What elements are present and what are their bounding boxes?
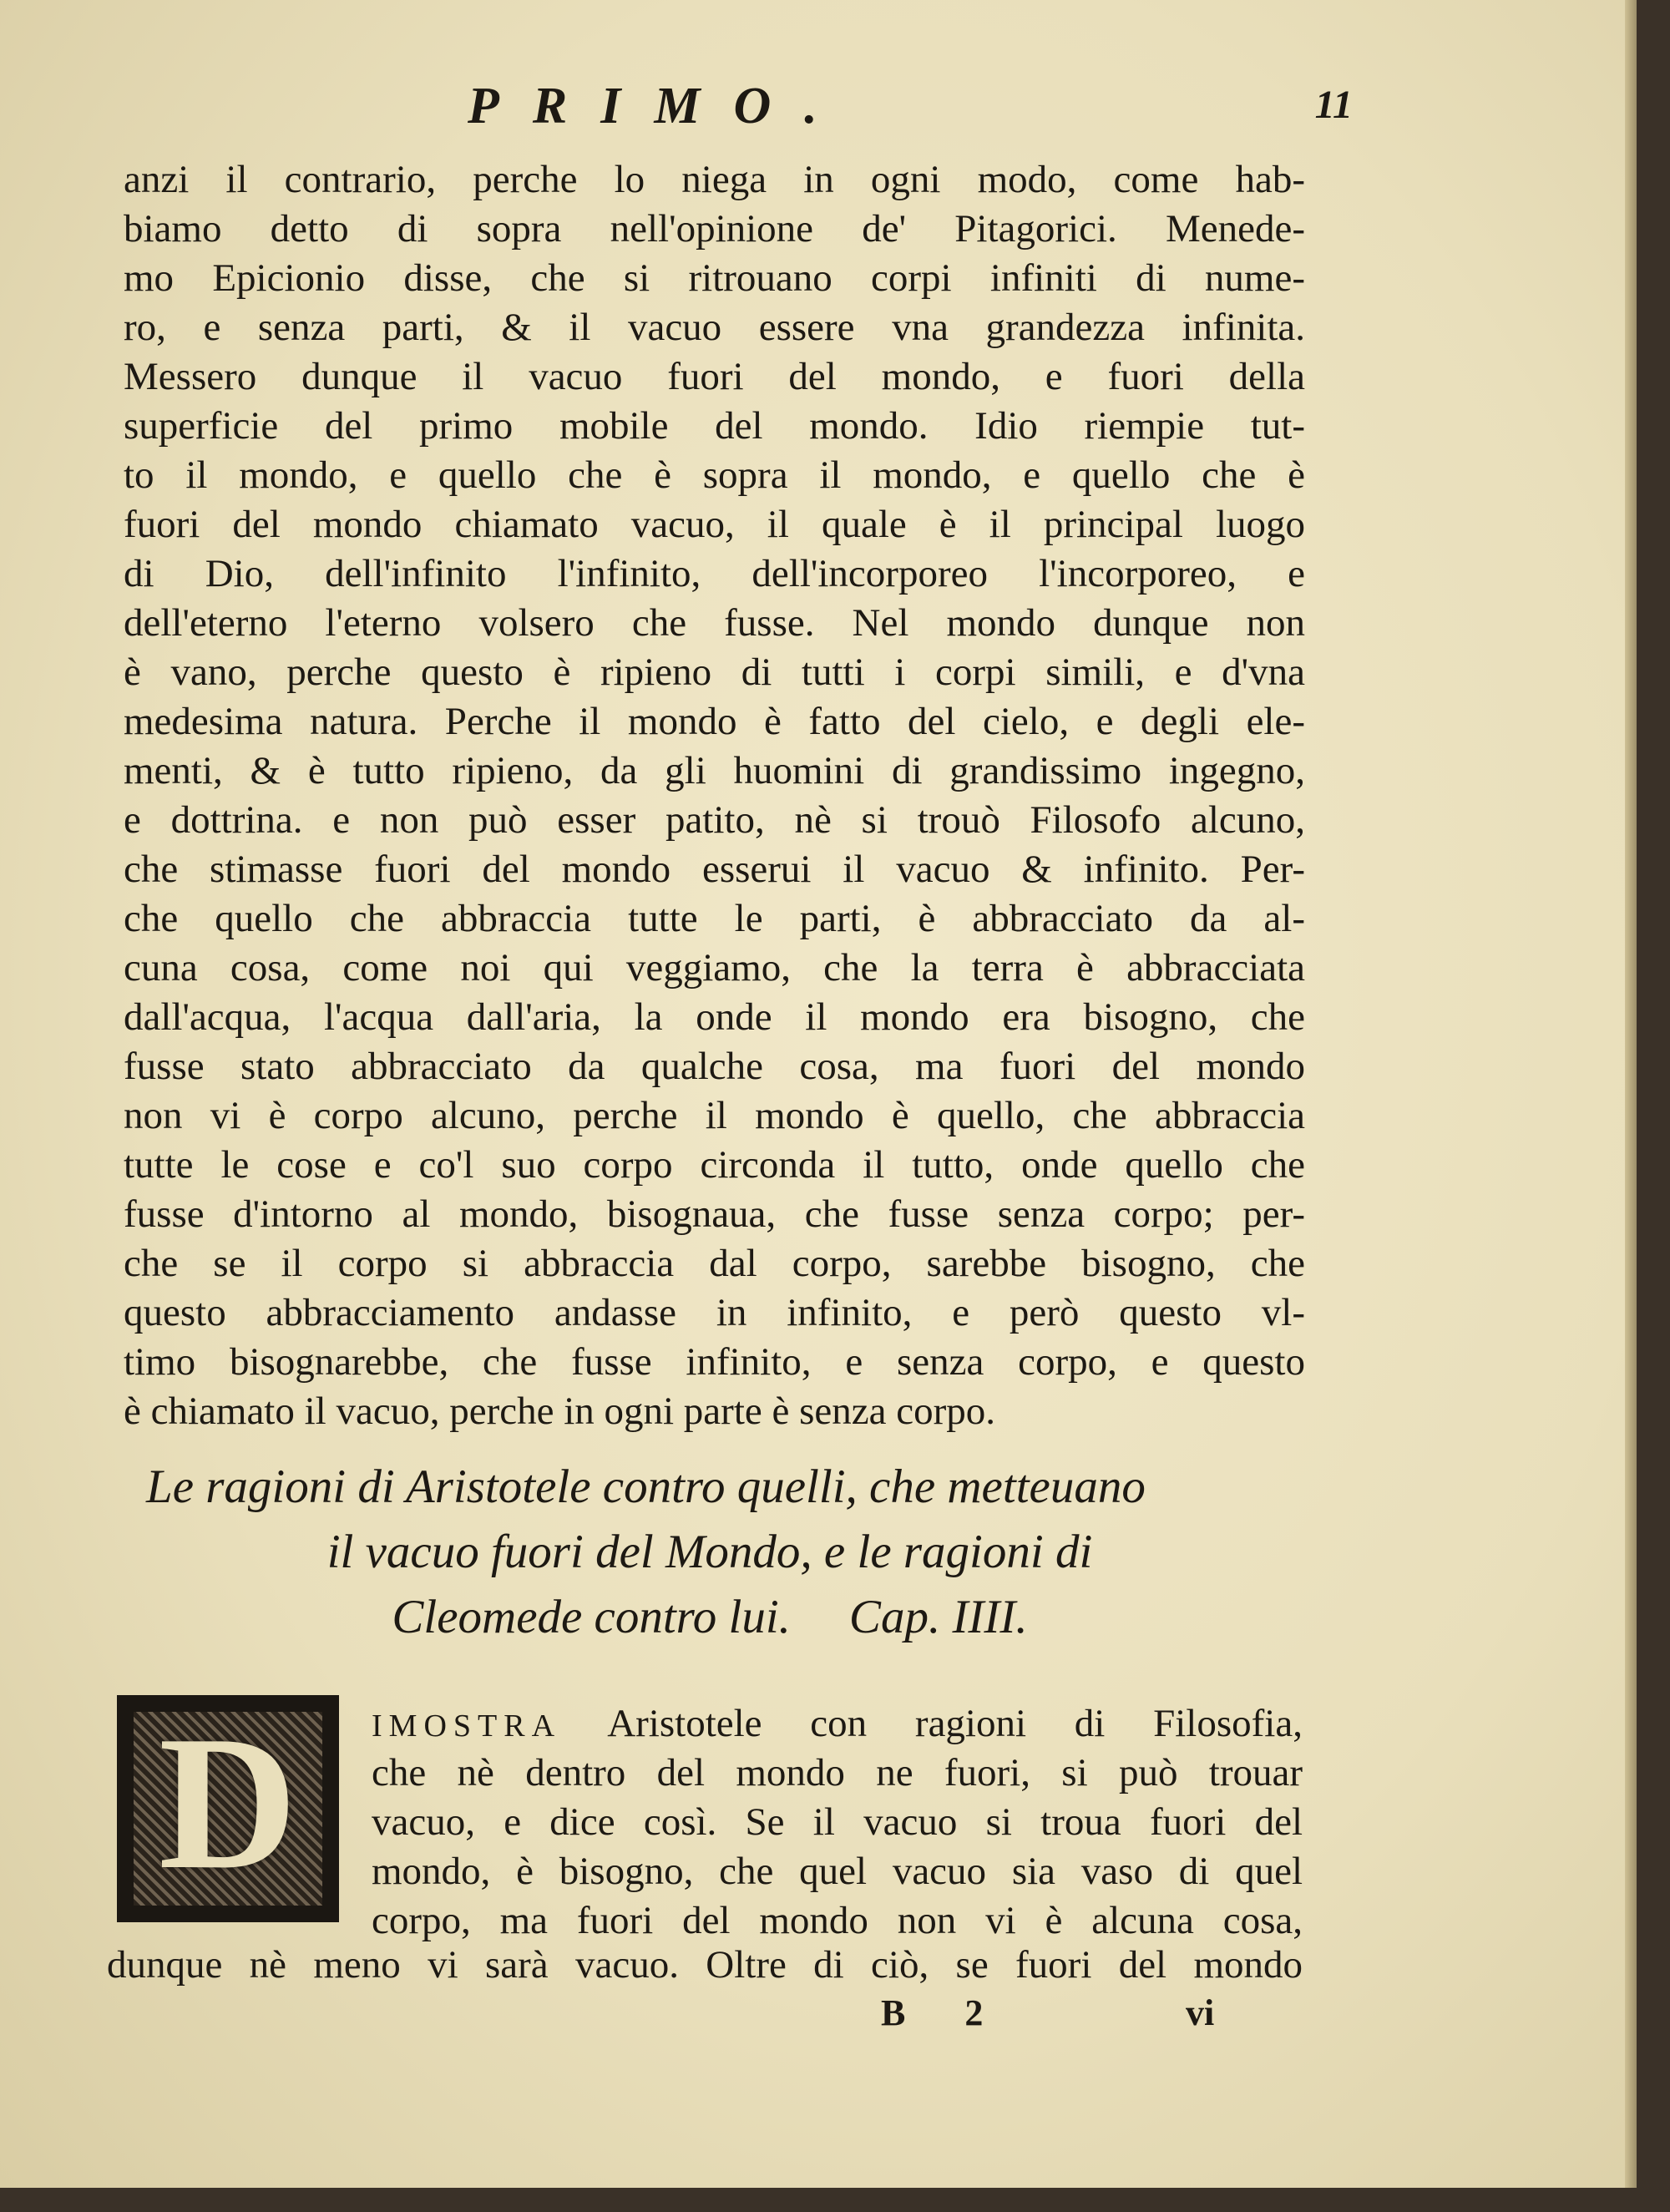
text-line: superficie del primo mobile del mondo. Idio riempie tut- xyxy=(124,404,1305,448)
text-line: anzi il contrario, perche lo niega in ogni modo, come hab- xyxy=(124,158,1305,201)
text-line: Messero dunque il vacuo fuori del mondo, e fuori della xyxy=(124,355,1305,398)
decorated-initial xyxy=(117,1695,339,1922)
text-line: dunque nè meno vi sarà vacuo. Oltre di ciò, se fuori del mondo xyxy=(107,1943,1303,1987)
page-number: 11 xyxy=(1314,83,1353,127)
text-line: non vi è corpo alcuno, perche il mondo è quello, che abbraccia xyxy=(124,1094,1305,1137)
chapter-heading-line-3 xyxy=(146,1585,1273,1650)
text-line: è chiamato il vacuo, perche in ogni parte è senza corpo. xyxy=(124,1389,995,1433)
text-line: tutte le cose e co'l suo corpo circonda il tutto, onde quello che xyxy=(124,1143,1305,1187)
text-line: vacuo, e dice così. Se il vacuo si troua fuori del xyxy=(372,1800,1303,1844)
text-line: mo Epicionio disse, che si ritrouano corpi infiniti di nume- xyxy=(124,256,1305,300)
text-line: ro, e senza parti, & il vacuo essere vna grandezza infinita. xyxy=(124,306,1305,349)
page-edge xyxy=(1625,0,1637,2188)
main-paragraph xyxy=(124,155,1305,1436)
text-line: è vano, perche questo è ripieno di tutti i corpi simili, e d'vna xyxy=(124,650,1305,694)
chapter-heading xyxy=(146,1455,1273,1650)
text-line: che quello che abbraccia tutte le parti, è abbracciato da al- xyxy=(124,897,1305,940)
chapter-number: Cap. IIII. xyxy=(848,1591,1028,1643)
text-line: corpo, ma fuori del mondo non vi è alcuna cosa, xyxy=(372,1899,1303,1942)
initial-letter: D xyxy=(158,1696,298,1909)
chapter-heading-text: Cleomede contro lui. xyxy=(392,1591,791,1643)
text-line: dell'eterno l'eterno volsero che fusse. Nel mondo dunque non xyxy=(124,601,1305,645)
running-title: PRIMO. xyxy=(468,78,851,134)
text-line: che stimasse fuori del mondo esserui il vacuo & infinito. Per- xyxy=(124,848,1305,891)
second-paragraph xyxy=(372,1699,1303,1946)
text-line: menti, & è tutto ripieno, da gli huomini di grandissimo ingegno, xyxy=(124,749,1305,792)
signature-mark: B 2 xyxy=(881,1992,1009,2033)
chapter-heading-line: il vacuo fuori del Mondo, e le ragioni di xyxy=(326,1526,1093,1578)
text-line: timo bisognarebbe, che fusse infinito, e senza corpo, e questo xyxy=(124,1340,1305,1384)
text-line: che se il corpo si abbraccia dal corpo, sarebbe bisogno, che xyxy=(124,1242,1305,1285)
text-line: che nè dentro del mondo ne fuori, si può trouar xyxy=(372,1751,1303,1794)
text-line: medesima natura. Perche il mondo è fatto del cielo, e degli ele- xyxy=(124,700,1305,743)
text-line: fusse d'intorno al mondo, bisognaua, che fusse senza corpo; per- xyxy=(124,1192,1305,1236)
chapter-heading-line: Le ragioni di Aristotele contro quelli, che metteuano xyxy=(146,1460,1146,1513)
text-line: di Dio, dell'infinito l'infinito, dell'incorporeo l'incorporeo, e xyxy=(124,552,1305,595)
text-line: e dottrina. e non può esser patito, nè si trouò Filosofo alcuno, xyxy=(124,798,1305,842)
text-line: dall'acqua, l'acqua dall'aria, la onde il mondo era bisogno, che xyxy=(124,995,1305,1039)
initial-word-rest: IMOSTRA xyxy=(372,1708,562,1744)
text-line: to il mondo, e quello che è sopra il mondo, e quello che è xyxy=(124,453,1305,497)
text-line xyxy=(372,1699,1303,1749)
running-head xyxy=(125,77,1353,135)
text-line: questo abbracciamento andasse in infinito, e però questo vl- xyxy=(124,1291,1305,1334)
text-line: fusse stato abbracciato da qualche cosa, ma fuori del mondo xyxy=(124,1045,1305,1088)
text-line-part: Aristotele con ragioni di Filosofia, xyxy=(607,1702,1303,1745)
text-line: fuori del mondo chiamato vacuo, il quale è il principal luogo xyxy=(124,503,1305,546)
catchword: vi xyxy=(1186,1992,1215,2033)
text-line: mondo, è bisogno, che quel vacuo sia vaso di quel xyxy=(372,1850,1303,1893)
text-line: cuna cosa, come noi qui veggiamo, che la terra è abbracciata xyxy=(124,946,1305,990)
final-text-line xyxy=(107,1941,1303,1990)
text-line: biamo detto di sopra nell'opinione de' Pitagorici. Menede- xyxy=(124,207,1305,251)
